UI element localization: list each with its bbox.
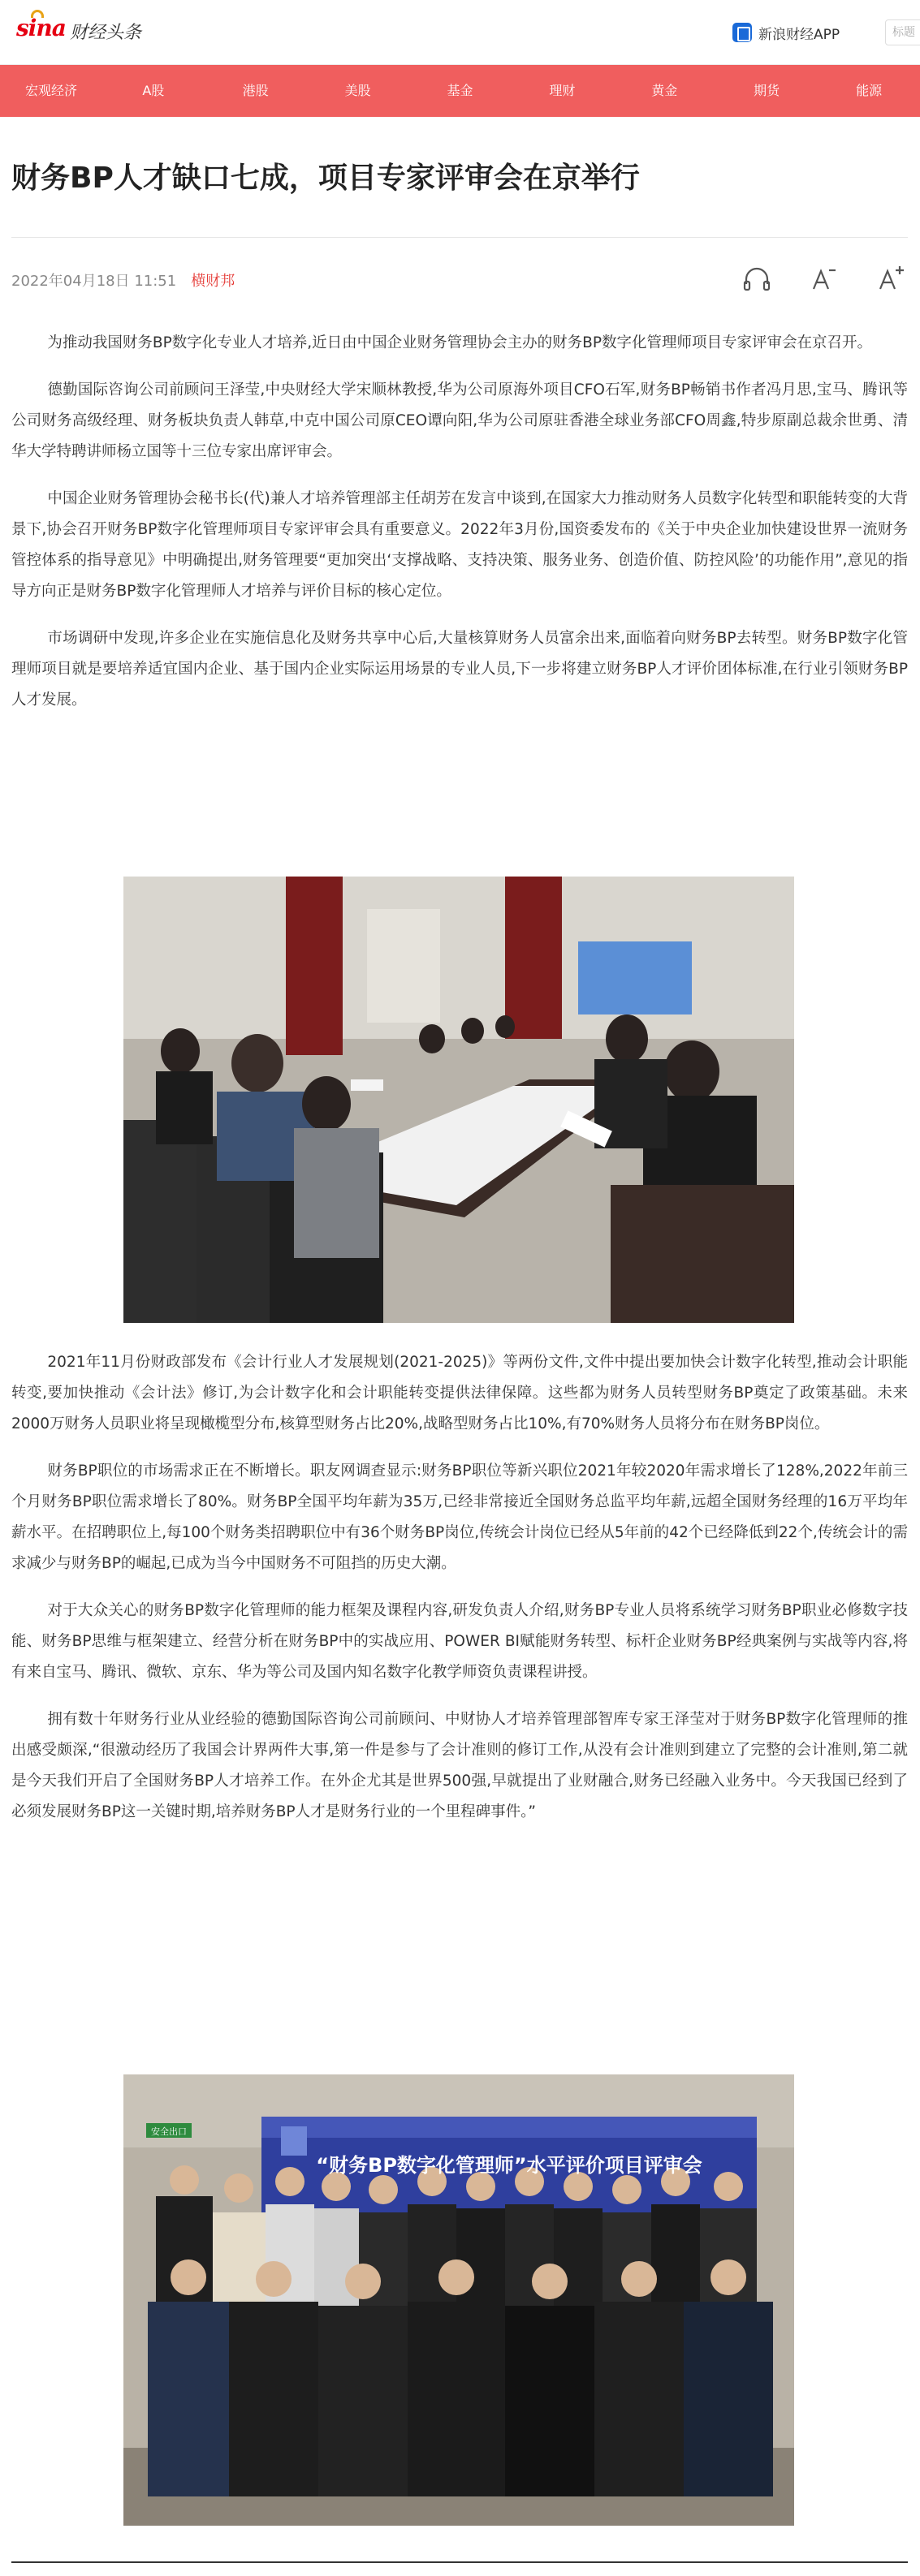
logo-eye-icon <box>31 10 44 18</box>
meeting-photo <box>123 877 794 1323</box>
nav-item-us-stocks[interactable]: 美股 <box>344 83 371 98</box>
app-download-link[interactable] <box>732 19 840 45</box>
title-divider <box>11 237 908 238</box>
banner-text: “财务BP数字化管理师”水平评价项目评审会 <box>316 2154 702 2177</box>
nav-item-gold[interactable]: 黄金 <box>651 83 678 98</box>
article-body-2 <box>11 1347 908 1844</box>
nav-item-energy[interactable]: 能源 <box>856 83 883 98</box>
font-smaller-icon <box>807 261 843 297</box>
group-photo <box>123 2074 794 2526</box>
nav-item-hk-stocks[interactable]: 港股 <box>242 83 269 98</box>
paragraph: 拥有数十年财务行业从业经验的德勤国际咨询公司前顾问、中财协人才培养管理部智库专家王泽莹对于财务BP数字化管理师的推出感受颇深,“很激动经历了我国会计界两件大事,第一件是参与了会计准则的修订工作,从没有会计准则到建立了完整的会计准则,第二就是今天我们开启了全国财务BP人才培养工作。在外企尤其是世界500强,早就提出了业财融合,财务已经融入业务中。今天我国已经到了必须发展财务BP这一关键时期,培养财务BP人才是财务行业的一个里程碑事件。” <box>11 1711 908 1820</box>
headphones-icon <box>739 261 775 297</box>
nav-item-funds[interactable]: 基金 <box>447 83 473 98</box>
top-bar <box>0 0 920 65</box>
paragraph: 对于大众关心的财务BP数字化管理师的能力框架及课程内容,研发负责人介绍,财务BP专业人员将系统学习财务BP职业必修数字技能、财务BP思维与框架建立、经营分析在财务BP中的实战应用、POWER BI赋能财务转型、标杆企业财务BP经典案例与实战等内容,将有来自宝马、腾讯、微软、京东、华为等公司及国内知名数字化教学师资负责课程讲授。 <box>11 1602 908 1681</box>
article-source[interactable]: 横财邦 <box>191 273 235 290</box>
nav-item-macro[interactable]: 宏观经济 <box>24 83 77 98</box>
article-body-1 <box>11 328 908 732</box>
nav-item-wealth[interactable]: 理财 <box>549 83 576 98</box>
article-title: 财务BP人才缺口七成，项目专家评审会在京举行 <box>11 162 640 195</box>
article-meta <box>11 266 235 294</box>
phone-app-icon <box>732 23 752 42</box>
exit-sign-text: 安全出口 <box>151 2126 187 2137</box>
paragraph: 中国企业财务管理协会秘书长(代)兼人才培养管理部主任胡芳在发言中谈到,在国家大力推动财务人员数字化转型和职能转变的大背景下,协会召开财务BP数字化管理师项目专家评审会具有重要意义。2022年3月份,国资委发布的《关于中央企业加快建设世界一流财务管控体系的指导意见》中明确提出,财务管理要“更加突出‘支撑战略、支持决策、服务业务、创造价值、防控风险’的功能作用”,意见的指导方向正是财务BP数字化管理师人才培养与评价目标的核心定位。 <box>11 490 908 600</box>
paragraph: 德勤国际咨询公司前顾问王泽莹,中央财经大学宋顺林教授,华为公司原海外项目CFO石军,财务BP畅销书作者冯月思,宝马、腾讯等公司财务高级经理、财务板块负责人韩草,中克中国公司原CEO谭向阳,华为公司原驻香港全球业务部CFO周鑫,特步原副总裁余世勇、清华大学特聘讲师杨立国等十三位专家出席评审会。 <box>11 381 908 460</box>
group-photo-image <box>123 2074 794 2526</box>
font-decrease-button[interactable] <box>807 261 843 297</box>
nav-item-a-shares[interactable]: A股 <box>142 83 165 98</box>
meeting-room-image <box>123 877 794 1323</box>
article-tools <box>739 261 909 297</box>
channel-nav <box>0 65 920 117</box>
footer-divider <box>11 2561 908 2563</box>
paragraph: 为推动我国财务BP数字化专业人才培养,近日由中国企业财务管理协会主办的财务BP数字化管理师项目专家评审会在京召开。 <box>47 334 872 351</box>
sina-logo[interactable] <box>16 15 141 47</box>
search-input[interactable]: 标题 <box>885 19 920 45</box>
publish-date: 2022年04月18日 11:51 <box>11 273 177 290</box>
logo-subtitle: 财经头条 <box>70 22 142 43</box>
font-increase-button[interactable] <box>874 261 909 297</box>
paragraph: 市场调研中发现,许多企业在实施信息化及财务共享中心后,大量核算财务人员富余出来,面临着向财务BP去转型。财务BP数字化管理师项目就是要培养适宜国内企业、基于国内企业实际运用场景的专业人员,下一步将建立财务BP人才评价团体标准,在行业引领财务BP人才发展。 <box>11 630 908 709</box>
app-download-label: 新浪财经APP <box>758 26 840 43</box>
nav-item-futures[interactable]: 期货 <box>754 83 780 98</box>
font-larger-icon <box>874 261 909 297</box>
paragraph: 财务BP职位的市场需求正在不断增长。职友网调查显示:财务BP职位等新兴职位2021年较2020年需求增长了128%,2022年前三个月财务BP职位需求增长了80%。财务BP全国平均年薪为35万,已经非常接近全国财务总监平均年薪,远超全国财务经理的16万平均年薪水平。在招聘职位上,每100个财务类招聘职位中有36个财务BP岗位,传统会计岗位已经从5年前的42个已经降低到22个,传统会计的需求减少与财务BP的崛起,已成为当今中国财务不可阻挡的历史大潮。 <box>11 1462 908 1572</box>
paragraph: 2021年11月份财政部发布《会计行业人才发展规划(2021-2025)》等两份文件,文件中提出要加快会计数字化转型,推动会计职能转变,要加快推动《会计法》修订,为会计数字化和会计职能转变提供法律保障。这些都为财务人员转型财务BP奠定了政策基础。未来2000万财务人员职业将呈现橄榄型分布,核算型财务占比20%,战略型财务占比10%,有70%财务人员将分布在财务BP岗位。 <box>11 1354 908 1432</box>
logo-mark <box>16 15 65 47</box>
logo-text: sina <box>16 15 66 41</box>
listen-audio-button[interactable] <box>739 261 775 297</box>
